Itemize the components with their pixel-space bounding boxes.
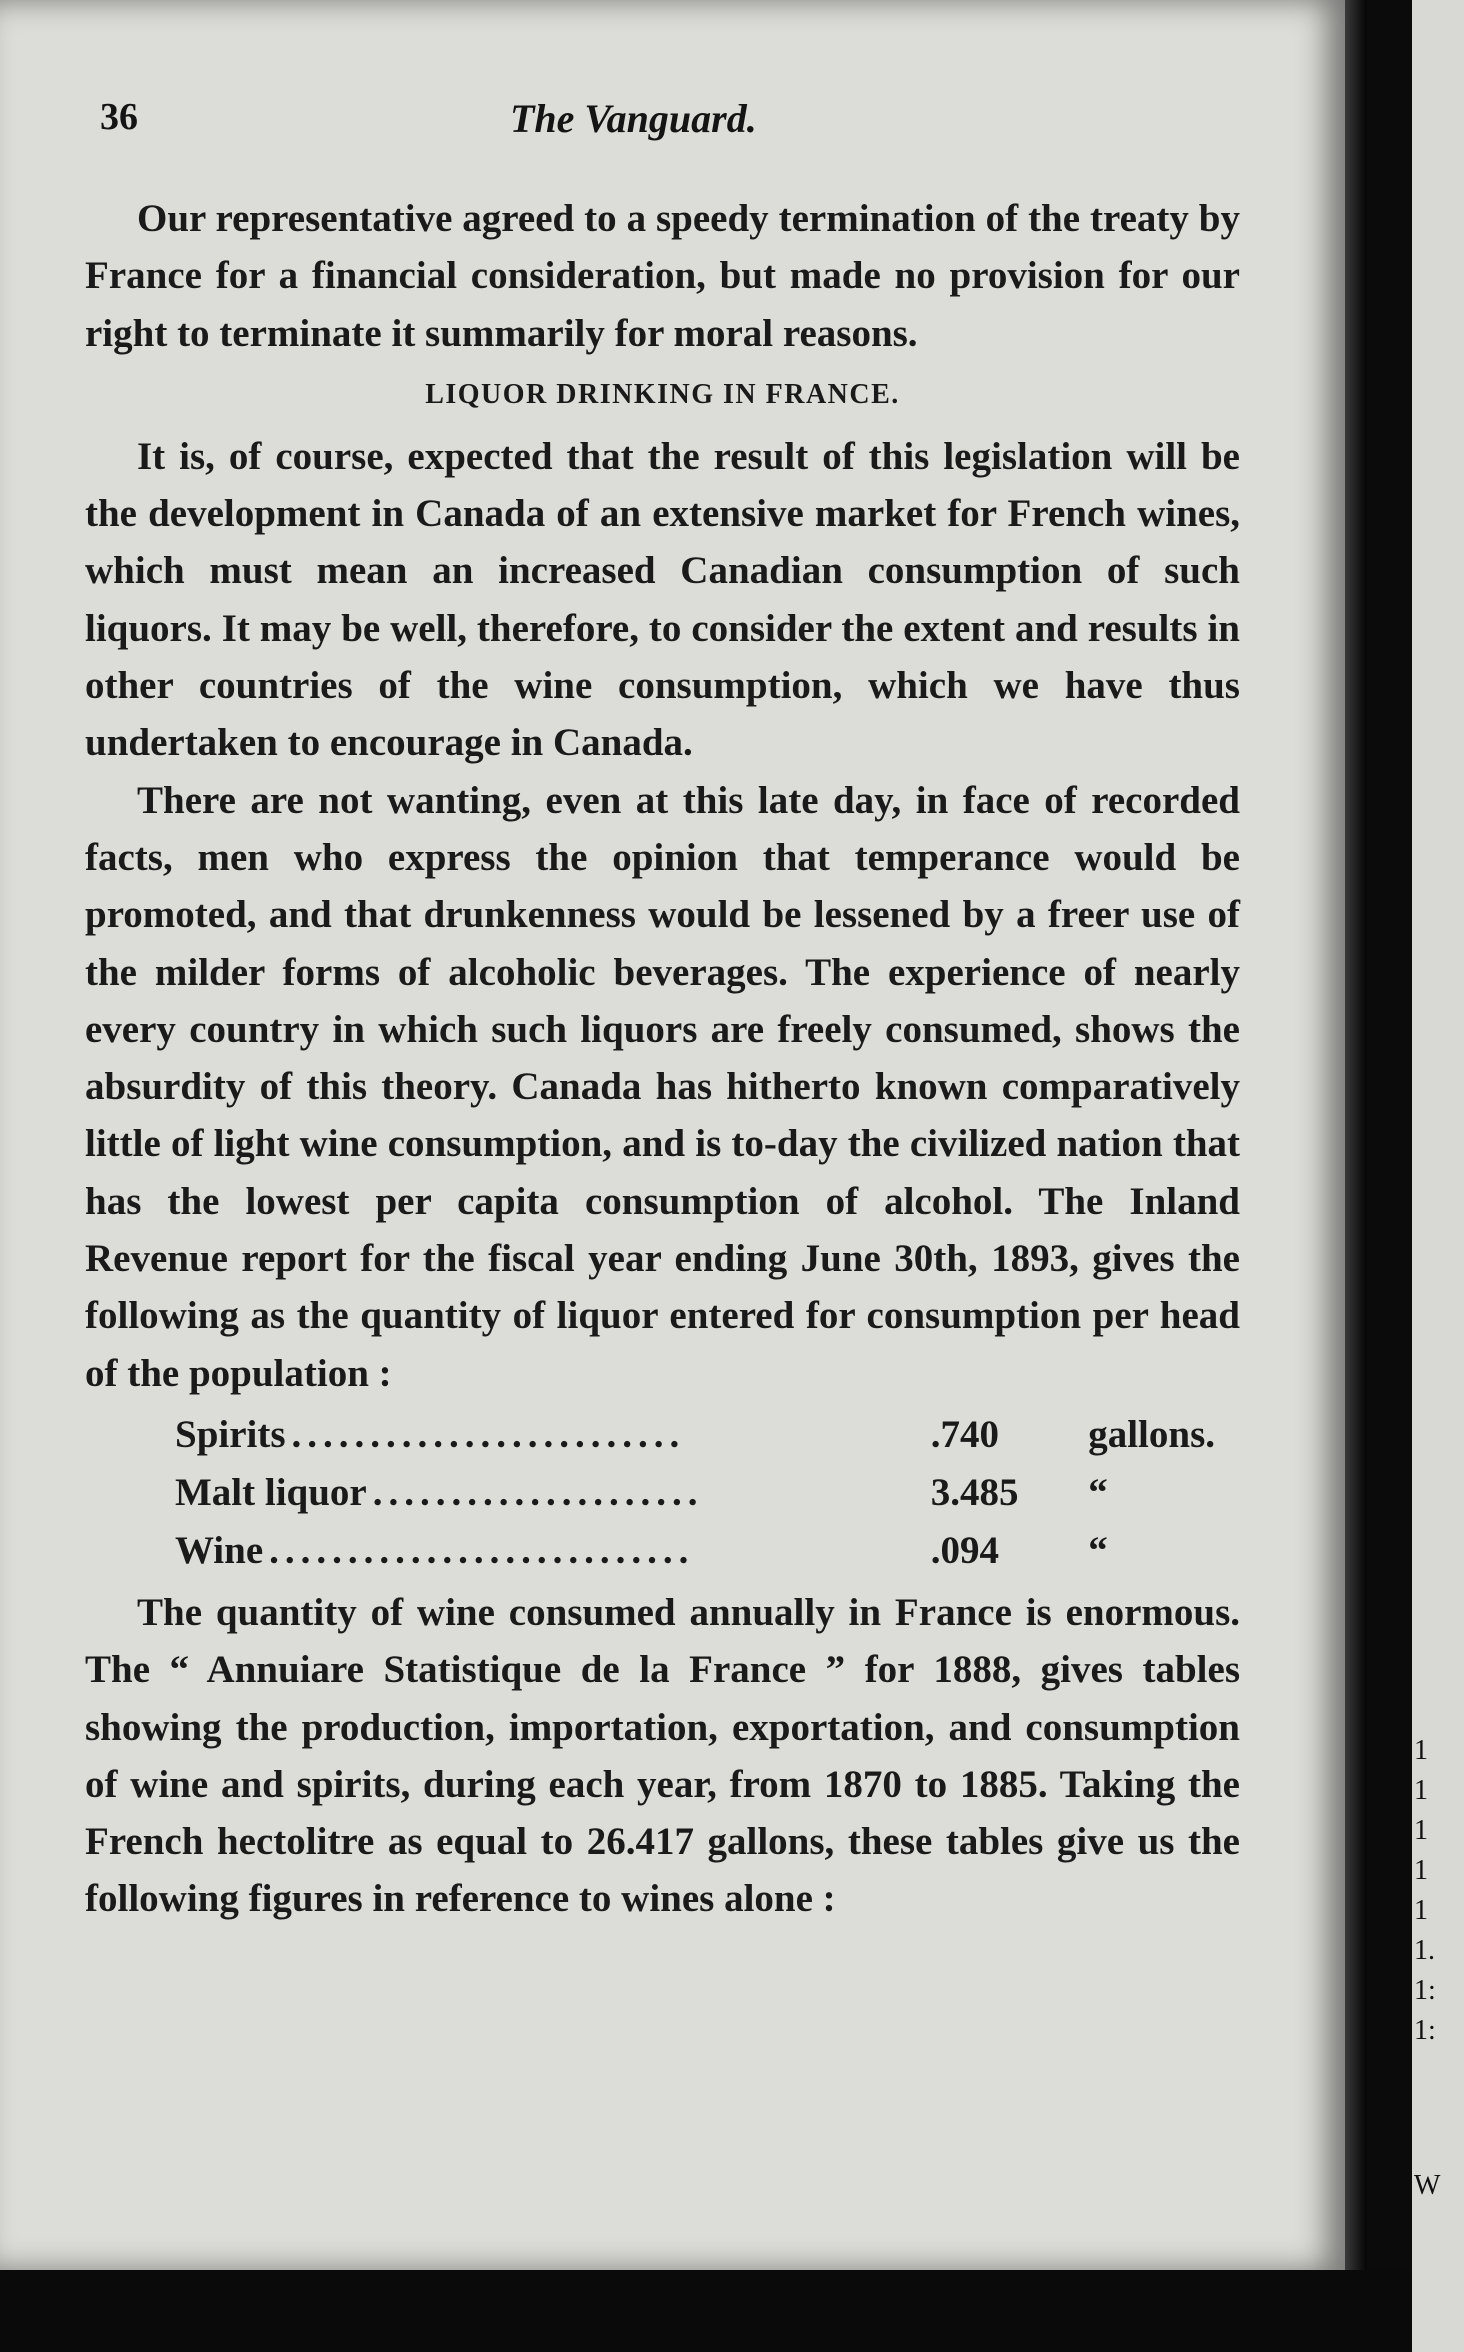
facing-fragment: 1: — [1414, 1975, 1436, 2006]
paragraph-3: There are not wanting, even at this late day, in face of recorded facts, men who express the opinion that temperance would be promoted, and that drunkenness would be lessened by a freer use of the milder forms of alcoholic beverages. The experience of nearly every country in which such liquors are freely consumed, shows the absurdity of this theory. Canada has hitherto known comparatively little of light wine consumption, and is to-day the civilized nation that has the lowest per capita consumption of alcohol. The Inland Revenue report for the fiscal year ending June 30th, 1893, gives the following as the quantity of liquor entered for consumption per head of the population : — [85, 778, 1240, 1395]
row-unit: gallons. — [1088, 1412, 1215, 1456]
page-body — [85, 190, 1240, 1928]
book-gutter — [1345, 0, 1367, 2352]
row-unit: “ — [1088, 1470, 1108, 1514]
paragraph-1: Our representative agreed to a speedy termination of the treaty by France for a financial consideration, but made no provision for our right to terminate it summarily for moral reasons. — [85, 197, 1240, 355]
table-row — [175, 1406, 1215, 1464]
row-name: Malt liquor — [175, 1471, 373, 1514]
facing-fragment: 1 — [1414, 1735, 1428, 1766]
facing-fragment: W — [1414, 2170, 1441, 2201]
running-title: The Vanguard. — [510, 96, 757, 141]
paragraph-2: It is, of course, expected that the result of this legislation will be the development in Canada of an extensive market for French wines, which must mean an increased Canadian consumption of such liquors. It may be well, therefore, to consider the extent and results in other countries of the wine consumption, which we have thus undertaken to encourage in Canada. — [85, 434, 1240, 765]
row-value: .094 — [930, 1528, 1000, 1572]
facing-fragment: 1: — [1414, 2015, 1436, 2046]
row-value: .740 — [930, 1412, 1000, 1456]
dot-leader: ........................... — [269, 1528, 695, 1572]
row-name: Spirits — [175, 1413, 292, 1456]
row-name: Wine — [175, 1529, 269, 1572]
table-row — [175, 1464, 1215, 1522]
row-value: 3.485 — [930, 1470, 1019, 1514]
facing-fragment: 1 — [1414, 1775, 1428, 1806]
facing-fragment: 1. — [1414, 1935, 1435, 1966]
table-row — [175, 1522, 1215, 1580]
facing-fragment: 1 — [1414, 1815, 1428, 1846]
page-number: 36 — [100, 96, 138, 138]
scan-border — [0, 2270, 1412, 2352]
row-unit: “ — [1088, 1528, 1108, 1572]
facing-fragment: 1 — [1414, 1895, 1428, 1926]
consumption-table — [175, 1406, 1215, 1580]
page-header — [100, 95, 1220, 155]
facing-page-edge — [1412, 0, 1464, 2352]
section-heading: LIQUOR DRINKING IN FRANCE. — [425, 378, 900, 410]
dot-leader: ..................... — [372, 1470, 704, 1514]
facing-fragment: 1 — [1414, 1855, 1428, 1886]
dot-leader: ......................... — [291, 1412, 686, 1456]
paragraph-4: The quantity of wine consumed annually in France is enormous. The “ Annuiare Statistique de la France ” for 1888, gives tables showing the production, importation, exportation, and consumption of wine and spirits, during each year, from 1870 to 1885. Taking the French hectolitre as equal to 26.417 gallons, these tables give us the following figures in reference to wines alone : — [85, 1590, 1240, 1921]
